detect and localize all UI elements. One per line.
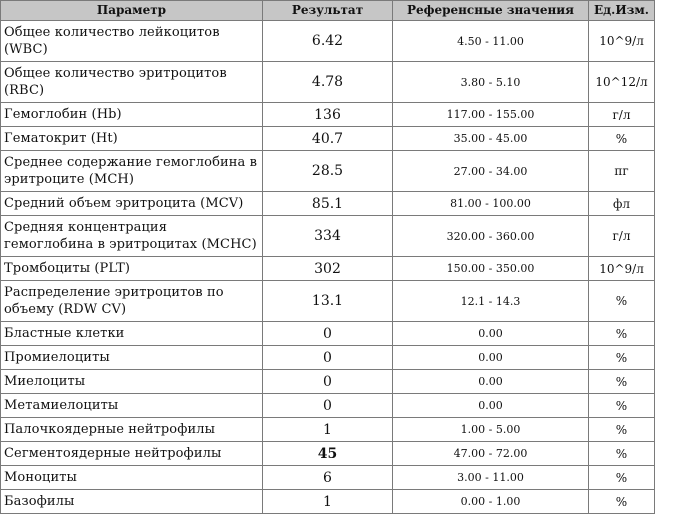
table-row <box>1 21 655 62</box>
row-unit: пг <box>589 151 655 192</box>
row-param: Палочкоядерные нейтрофилы <box>1 418 263 442</box>
row-result: 28.5 <box>263 151 393 192</box>
row-reference: 12.1 - 14.3 <box>393 281 589 322</box>
row-unit: % <box>589 394 655 418</box>
row-unit: % <box>589 281 655 322</box>
row-param: Промиелоциты <box>1 346 263 370</box>
row-reference: 117.00 - 155.00 <box>393 103 589 127</box>
row-unit: 10^9/л <box>589 21 655 62</box>
row-reference: 27.00 - 34.00 <box>393 151 589 192</box>
row-reference: 1.00 - 5.00 <box>393 418 589 442</box>
row-param: Тромбоциты (PLT) <box>1 257 263 281</box>
table-row <box>1 151 655 192</box>
table-row <box>1 62 655 103</box>
row-result: 1 <box>263 490 393 514</box>
table-row <box>1 418 655 442</box>
row-result: 0 <box>263 322 393 346</box>
table-row <box>1 490 655 514</box>
row-reference: 0.00 <box>393 322 589 346</box>
row-param: Метамиелоциты <box>1 394 263 418</box>
row-unit: % <box>589 370 655 394</box>
row-reference: 0.00 <box>393 370 589 394</box>
row-unit: % <box>589 322 655 346</box>
table-row <box>1 127 655 151</box>
row-unit: г/л <box>589 103 655 127</box>
row-reference: 81.00 - 100.00 <box>393 192 589 216</box>
row-unit: фл <box>589 192 655 216</box>
row-param: Бластные клетки <box>1 322 263 346</box>
row-result: 0 <box>263 370 393 394</box>
row-param: Гемоглобин (Hb) <box>1 103 263 127</box>
row-param: Средняя концентрация гемоглобина в эритроцитах (MCHC) <box>1 216 263 257</box>
row-unit: г/л <box>589 216 655 257</box>
row-result: 0 <box>263 394 393 418</box>
row-param: Миелоциты <box>1 370 263 394</box>
row-param: Общее количество лейкоцитов (WBC) <box>1 21 263 62</box>
row-reference: 0.00 <box>393 394 589 418</box>
row-param: Базофилы <box>1 490 263 514</box>
row-result: 4.78 <box>263 62 393 103</box>
row-reference: 320.00 - 360.00 <box>393 216 589 257</box>
table-header-row <box>1 1 655 21</box>
row-unit: % <box>589 346 655 370</box>
row-result: 334 <box>263 216 393 257</box>
row-param: Распределение эритроцитов по объему (RDW CV) <box>1 281 263 322</box>
row-unit: % <box>589 442 655 466</box>
table-row <box>1 281 655 322</box>
row-result: 6 <box>263 466 393 490</box>
table-row <box>1 192 655 216</box>
row-reference: 0.00 - 1.00 <box>393 490 589 514</box>
column-header-param: Параметр <box>1 1 263 21</box>
row-reference: 4.50 - 11.00 <box>393 21 589 62</box>
row-param: Моноциты <box>1 466 263 490</box>
row-unit: % <box>589 466 655 490</box>
table-row <box>1 466 655 490</box>
column-header-unit: Ед.Изм. <box>589 1 655 21</box>
table-row <box>1 257 655 281</box>
table-row <box>1 322 655 346</box>
row-result: 0 <box>263 346 393 370</box>
row-unit: % <box>589 418 655 442</box>
row-unit: % <box>589 490 655 514</box>
column-header-reference: Референсные значения <box>393 1 589 21</box>
table-row <box>1 394 655 418</box>
row-result: 302 <box>263 257 393 281</box>
row-result: 6.42 <box>263 21 393 62</box>
row-param: Средний объем эритроцита (MCV) <box>1 192 263 216</box>
row-param: Сегментоядерные нейтрофилы <box>1 442 263 466</box>
row-unit: % <box>589 127 655 151</box>
row-result: 1 <box>263 418 393 442</box>
row-unit: 10^9/л <box>589 257 655 281</box>
row-reference: 0.00 <box>393 346 589 370</box>
row-result: 40.7 <box>263 127 393 151</box>
row-reference: 47.00 - 72.00 <box>393 442 589 466</box>
table-row <box>1 370 655 394</box>
row-reference: 35.00 - 45.00 <box>393 127 589 151</box>
table-row <box>1 442 655 466</box>
row-reference: 3.80 - 5.10 <box>393 62 589 103</box>
column-header-result: Результат <box>263 1 393 21</box>
row-param: Гематокрит (Ht) <box>1 127 263 151</box>
row-reference: 150.00 - 350.00 <box>393 257 589 281</box>
row-reference: 3.00 - 11.00 <box>393 466 589 490</box>
row-result: 136 <box>263 103 393 127</box>
row-unit: 10^12/л <box>589 62 655 103</box>
table-row <box>1 346 655 370</box>
row-result: 13.1 <box>263 281 393 322</box>
row-param: Среднее содержание гемоглобина в эритроците (MCH) <box>1 151 263 192</box>
row-result: 85.1 <box>263 192 393 216</box>
table-row <box>1 216 655 257</box>
row-param: Общее количество эритроцитов (RBC) <box>1 62 263 103</box>
table-row <box>1 103 655 127</box>
row-result-flagged: 45 <box>263 442 393 466</box>
